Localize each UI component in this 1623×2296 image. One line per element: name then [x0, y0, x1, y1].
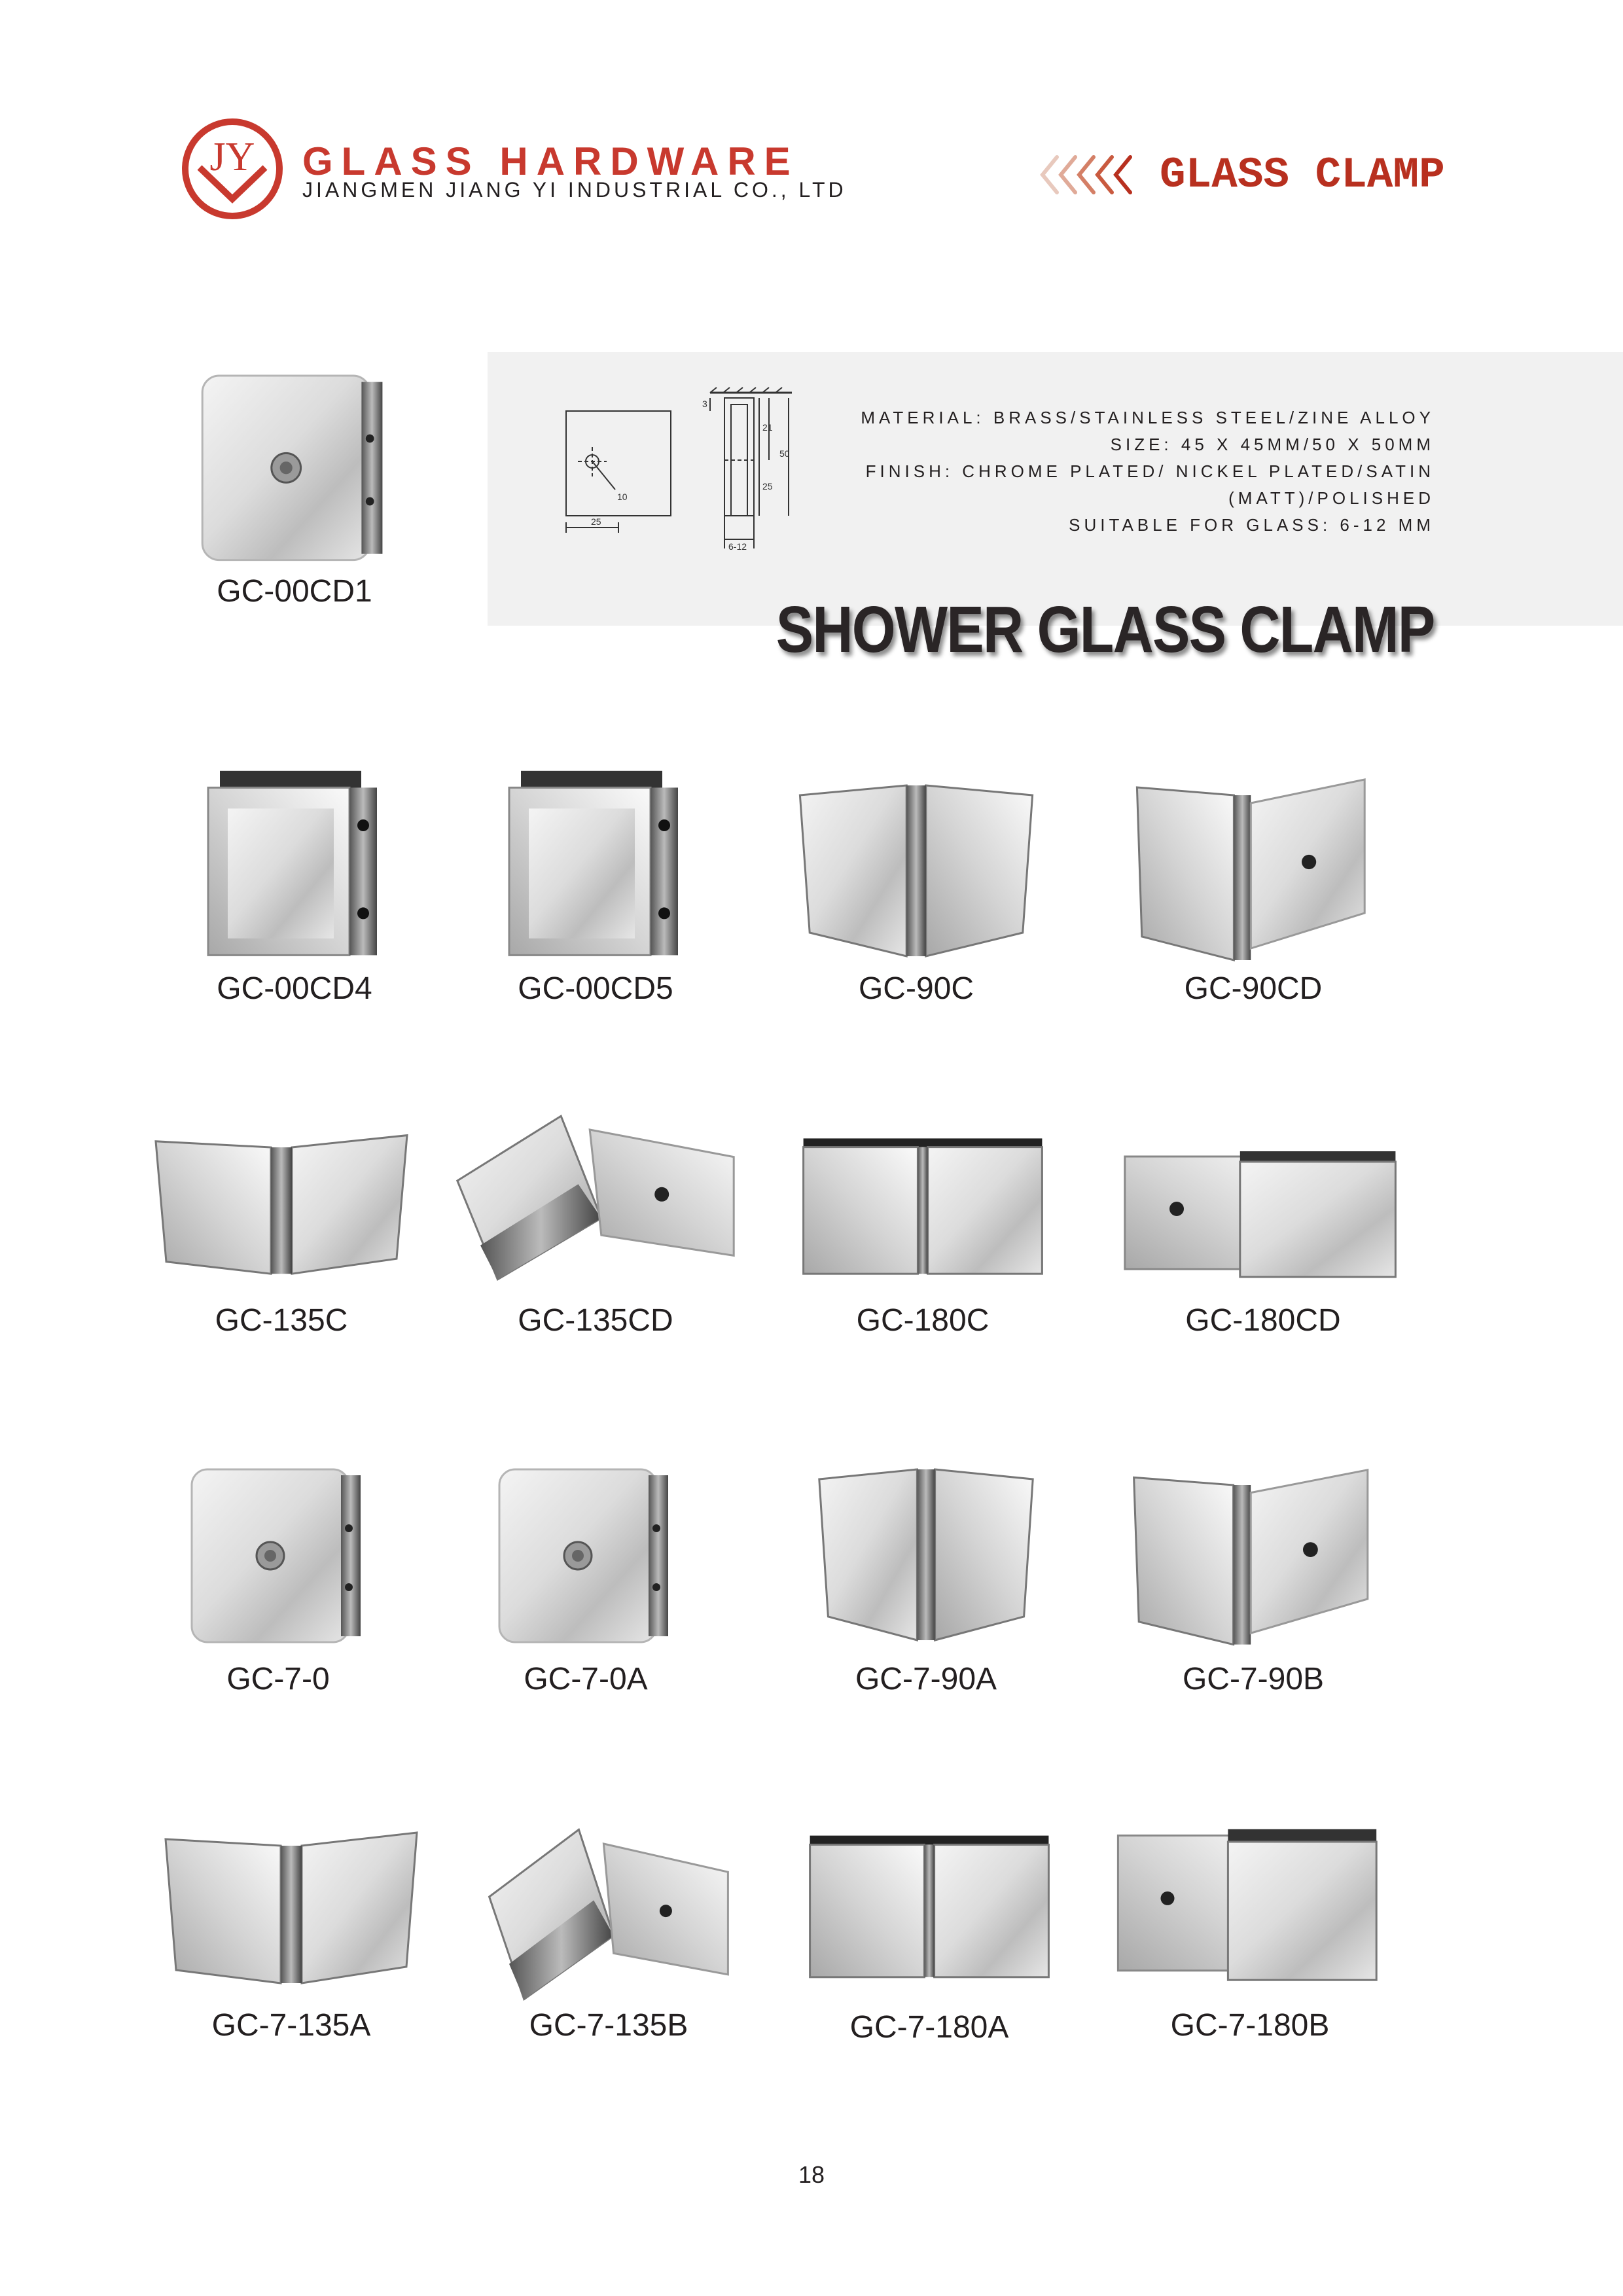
svg-text:21: 21 [762, 422, 773, 433]
product-code: GC-135CD [518, 1303, 673, 1338]
product-code: GC-90C [858, 971, 974, 1006]
product-code: GC-90CD [1184, 971, 1323, 1006]
product-item [141, 1829, 442, 2104]
90-degree-glass-to-glass-clamp-icon [815, 1460, 1037, 1656]
135-degree-wall-clamp-icon [452, 1113, 740, 1283]
90-degree-glass-to-glass-clamp-icon [795, 776, 1037, 972]
spec-material: MATERIAL: BRASS/STAINLESS STEEL/ZINE ALLOY [861, 408, 1435, 427]
company-logo [180, 117, 285, 221]
product-item [435, 1460, 736, 1734]
spec-finish: FINISH: CHROME PLATED/ NICKEL PLATED/SATIN [865, 461, 1435, 481]
product-item [144, 762, 445, 1037]
spec-size: SIZE: 45 X 45MM/50 X 50MM [1110, 435, 1435, 454]
beveled-wall-clamp-icon [196, 762, 393, 972]
product-code: GC-7-180A [849, 2010, 1009, 2045]
product-item [776, 1460, 1077, 1734]
product-item [1099, 1826, 1400, 2101]
spec-finish-continued: (MATT)/POLISHED [1228, 488, 1435, 508]
section-title: SHOWER GLASS CLAMP [776, 593, 1435, 666]
brand-title: GLASS HARDWARE [302, 139, 799, 183]
square-wall-clamp-icon [180, 1460, 376, 1656]
135-degree-glass-to-glass-clamp-icon [160, 1829, 422, 1993]
category-title: GLASS CLAMP [1160, 151, 1445, 200]
svg-text:3: 3 [702, 399, 707, 409]
product-code: GC-00CD1 [217, 574, 372, 609]
product-item [779, 1833, 1080, 2108]
product-item [1103, 1466, 1404, 1741]
product-code: GC-180C [856, 1303, 990, 1338]
page-number: 18 [798, 2161, 825, 2188]
product-code: GC-00CD4 [217, 971, 372, 1006]
product-item [144, 365, 445, 640]
135-degree-glass-to-glass-clamp-icon [151, 1132, 412, 1283]
spec-glass-thickness: SUITABLE FOR GLASS: 6-12 MM [1069, 515, 1435, 535]
product-item [1113, 1149, 1414, 1424]
product-item [445, 1113, 746, 1388]
product-code: GC-7-135B [529, 2008, 688, 2043]
product-code: GC-7-0A [524, 1662, 648, 1696]
product-code: GC-7-0 [226, 1662, 330, 1696]
svg-text:6-12: 6-12 [728, 541, 747, 552]
product-code: GC-135C [215, 1303, 348, 1338]
product-code: GC-7-90A [855, 1662, 997, 1696]
svg-text:25: 25 [591, 516, 601, 527]
180-degree-glass-to-glass-clamp-icon [805, 1833, 1054, 1983]
product-item [458, 1826, 759, 2101]
square-wall-clamp-icon [190, 365, 399, 575]
product-item [1103, 776, 1404, 1050]
chevrons-left-icon [1037, 152, 1139, 198]
product-item [445, 762, 746, 1037]
product-code: GC-7-180B [1170, 2008, 1330, 2043]
90-degree-wall-clamp-icon [1129, 1466, 1378, 1656]
product-code: GC-7-90B [1182, 1662, 1325, 1696]
135-degree-wall-clamp-icon [484, 1826, 733, 2003]
product-item [766, 776, 1067, 1050]
svg-text:50: 50 [779, 448, 790, 459]
180-degree-glass-to-glass-clamp-icon [798, 1136, 1047, 1280]
product-code: GC-7-135A [211, 2008, 371, 2043]
company-name: JIANGMEN JIANG YI INDUSTRIAL CO., LTD [302, 178, 847, 202]
beveled-wall-clamp-icon [497, 762, 694, 972]
90-degree-wall-clamp-icon [1132, 776, 1374, 972]
product-item [128, 1460, 429, 1734]
product-code: GC-180CD [1185, 1303, 1341, 1338]
technical-drawing [553, 385, 802, 555]
svg-text:10: 10 [617, 492, 628, 502]
svg-text:25: 25 [762, 481, 773, 492]
square-wall-clamp-icon [488, 1460, 684, 1656]
product-code: GC-00CD5 [518, 971, 673, 1006]
180-degree-wall-clamp-icon [1119, 1149, 1407, 1280]
180-degree-wall-clamp-icon [1113, 1826, 1387, 1983]
product-item [772, 1136, 1073, 1410]
logo-text: JY [209, 135, 255, 179]
specification-list [861, 404, 1435, 539]
product-item [131, 1132, 432, 1407]
